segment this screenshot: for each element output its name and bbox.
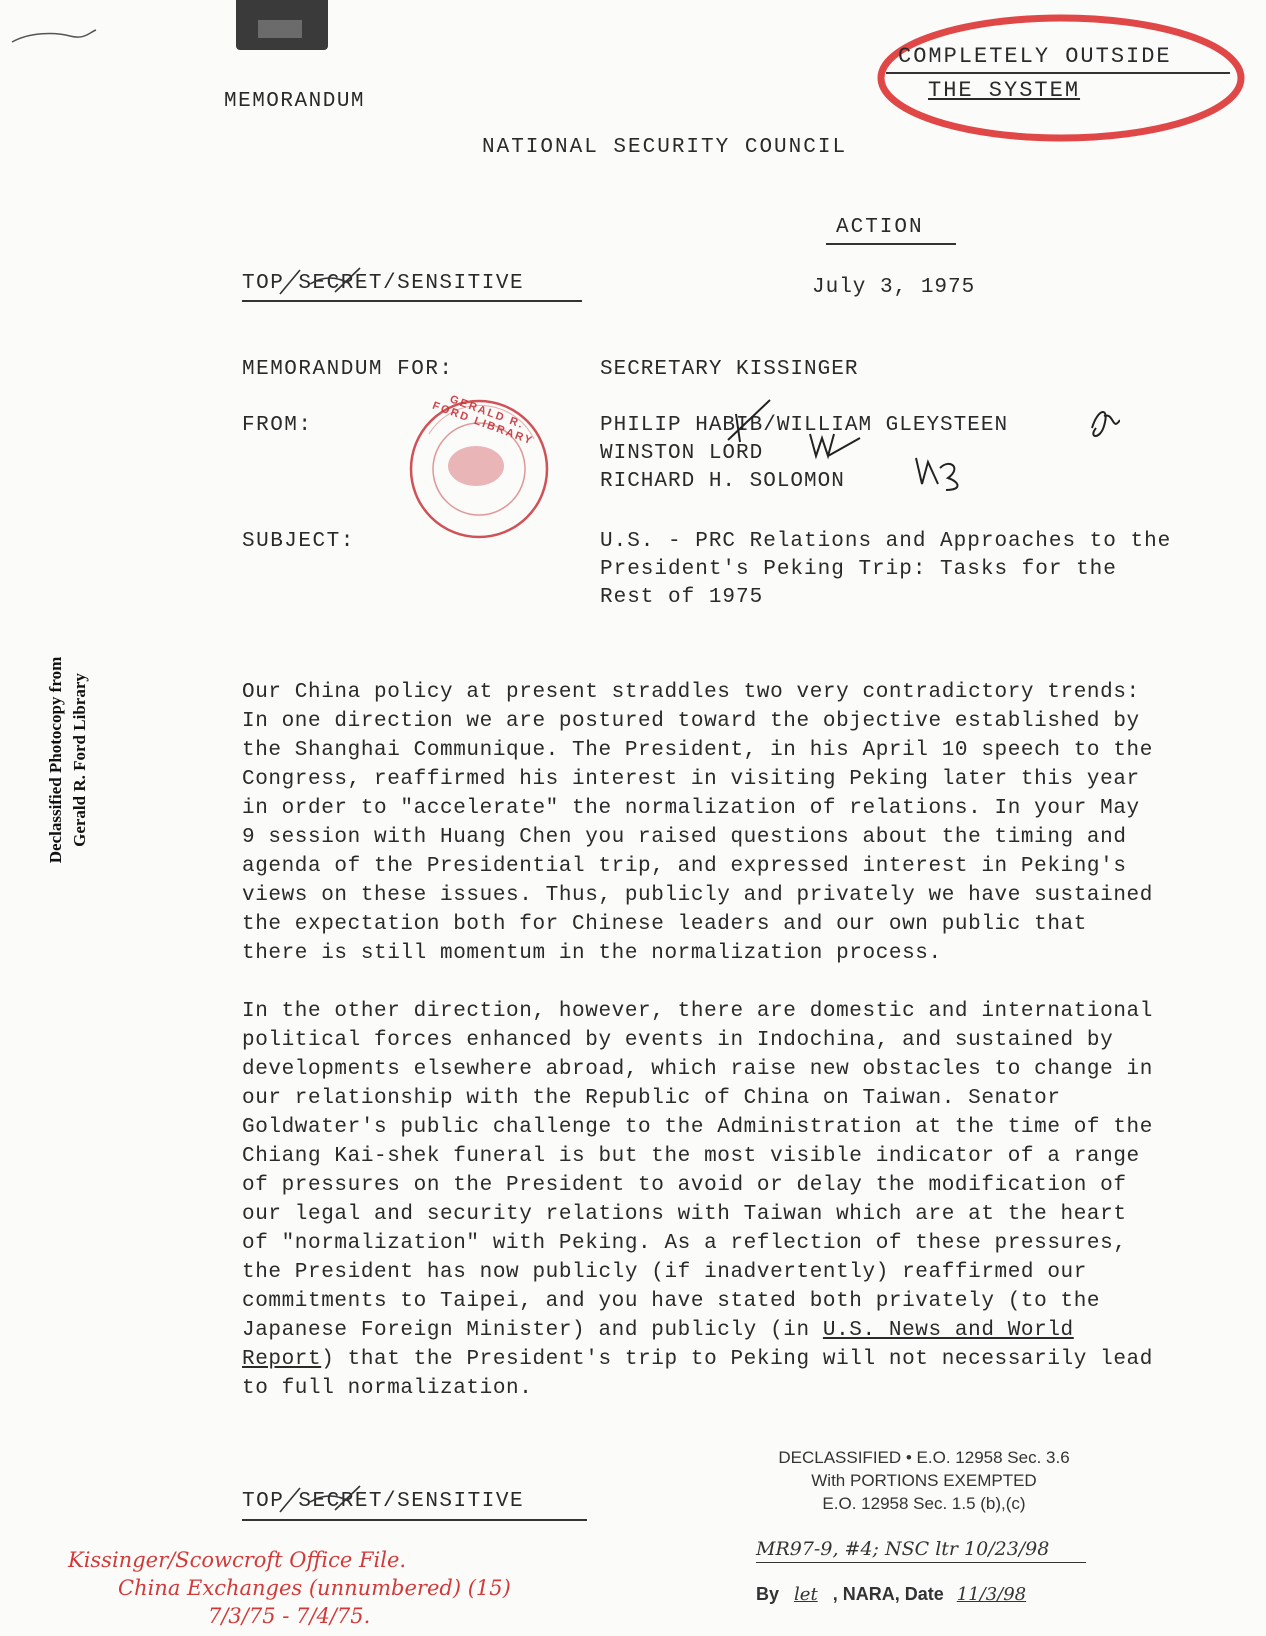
memo-date: July 3, 1975 [812,276,976,299]
body-paragraph-2 [242,997,1162,1403]
body-paragraph-2-part-1: In the other direction, however, there are domestic and international political forces enhanced by events in Indochina, and sustained by developments elsewhere abroad, which raise new obstacles to change in our relationship with the Republic of China on Taiwan. Senator Goldwater's public challenge to the Administration at the time of the Chiang Kai-shek funeral is but the most visible indicator of a range of pressures on the President to avoid or delay the modification of our legal and security relations with Taiwan which are at the heart of "normalization" with Peking. As a reflection of these pressures, the President has now publicly (if inadvertently) reaffirmed our commitments to Taipei, and you have stated both privately (to the Japanese Foreign Minister) and publicly (in [242,1000,1153,1342]
nara-date-label: , NARA, Date [832,1584,944,1604]
red-handwritten-note [68,1546,511,1630]
from-line-1: PHILIP HABIB/WILLIAM GLEYSTEEN [600,414,1009,437]
classification-top: TOP SECRET/SENSITIVE [242,272,525,295]
memorandum-heading: MEMORANDUM [224,90,366,113]
nara-date: 11/3/98 [956,1584,1027,1605]
body-paragraph-2-part-2: ) that the President's trip to Peking will not necessarily lead to full normalization. [242,1348,1153,1400]
red-note-line3: 7/3/75 - 7/4/75. [208,1604,371,1628]
declassified-line2: With PORTIONS EXEMPTED [811,1471,1037,1490]
red-note-line1: Kissinger/Scowcroft Office File. [68,1548,407,1572]
strike-mark-top [240,262,410,298]
wire-mark [10,20,100,50]
red-circle-mark [872,6,1250,146]
by-label: By [756,1584,780,1604]
classification-top-rule [242,300,582,302]
classification-bottom: TOP SECRET/SENSITIVE [242,1490,525,1513]
action-label: ACTION [836,216,924,239]
body-publication-title: U.S. News and World Report [242,1319,1074,1371]
side-declassified-stamp [44,620,104,900]
strike-mark-bottom [240,1480,410,1516]
memo-body [242,678,1162,1432]
from-line-2: WINSTON LORD [600,442,764,465]
side-stamp-line1: Declassified Photocopy from [46,656,65,864]
by-initials: let [794,1584,818,1605]
council-heading: NATIONAL SECURITY COUNCIL [482,136,848,159]
declassified-line3: E.O. 12958 Sec. 1.5 (b),(c) [822,1494,1026,1513]
nara-by-line [756,1584,1026,1605]
body-paragraph-1: Our China policy at present straddles two very contradictory trends: In one direction we are postured toward the objective established by the Shanghai Communique. The President, in his April 10 speech to the Congress, reaffirmed his interest in visiting Peking later this year in order to "accelerate" the normalization of relations. In your May 9 session with Huang Chen you raised questions about the timing and agenda of the Presidential trip, and expressed interest in Peking's views on these issues. Thus, publicly and privately we have sustained the expectation both for Chinese leaders and our own public that there is still momentum in the normalization process. [242,681,1153,965]
red-note-line2: China Exchanges (unnumbered) (15) [118,1576,511,1600]
subject-label: SUBJECT: [242,530,355,553]
mr-reference: MR97-9, #4; NSC ltr 10/23/98 [756,1538,1050,1560]
from-label: FROM: [242,414,313,437]
subject-line-1: U.S. - PRC Relations and Approaches to the [600,530,1172,553]
memo-for-value: SECRETARY KISSINGER [600,358,859,381]
paper-clip-inner [258,20,302,38]
mr-rule [756,1562,1086,1563]
outside-system-line2: THE SYSTEM [928,78,1081,103]
stamp-text: GERALD R. FORD LIBRARY [430,393,536,448]
subject-line-2: President's Peking Trip: Tasks for the [600,558,1117,581]
outside-rule [886,72,1230,74]
subject-line-3: Rest of 1975 [600,586,764,609]
from-line-3: RICHARD H. SOLOMON [600,470,845,493]
memo-for-label: MEMORANDUM FOR: [242,358,454,381]
classification-bottom-rule [242,1519,587,1521]
outside-system-line1: COMPLETELY OUTSIDE [898,44,1172,69]
initials-scribbles [700,398,1120,508]
declassification-stamp [754,1446,1094,1515]
declassified-line1: DECLASSIFIED • E.O. 12958 Sec. 3.6 [778,1448,1070,1467]
side-stamp-line2: Gerald R. Ford Library [70,673,89,847]
action-rule [826,243,956,245]
